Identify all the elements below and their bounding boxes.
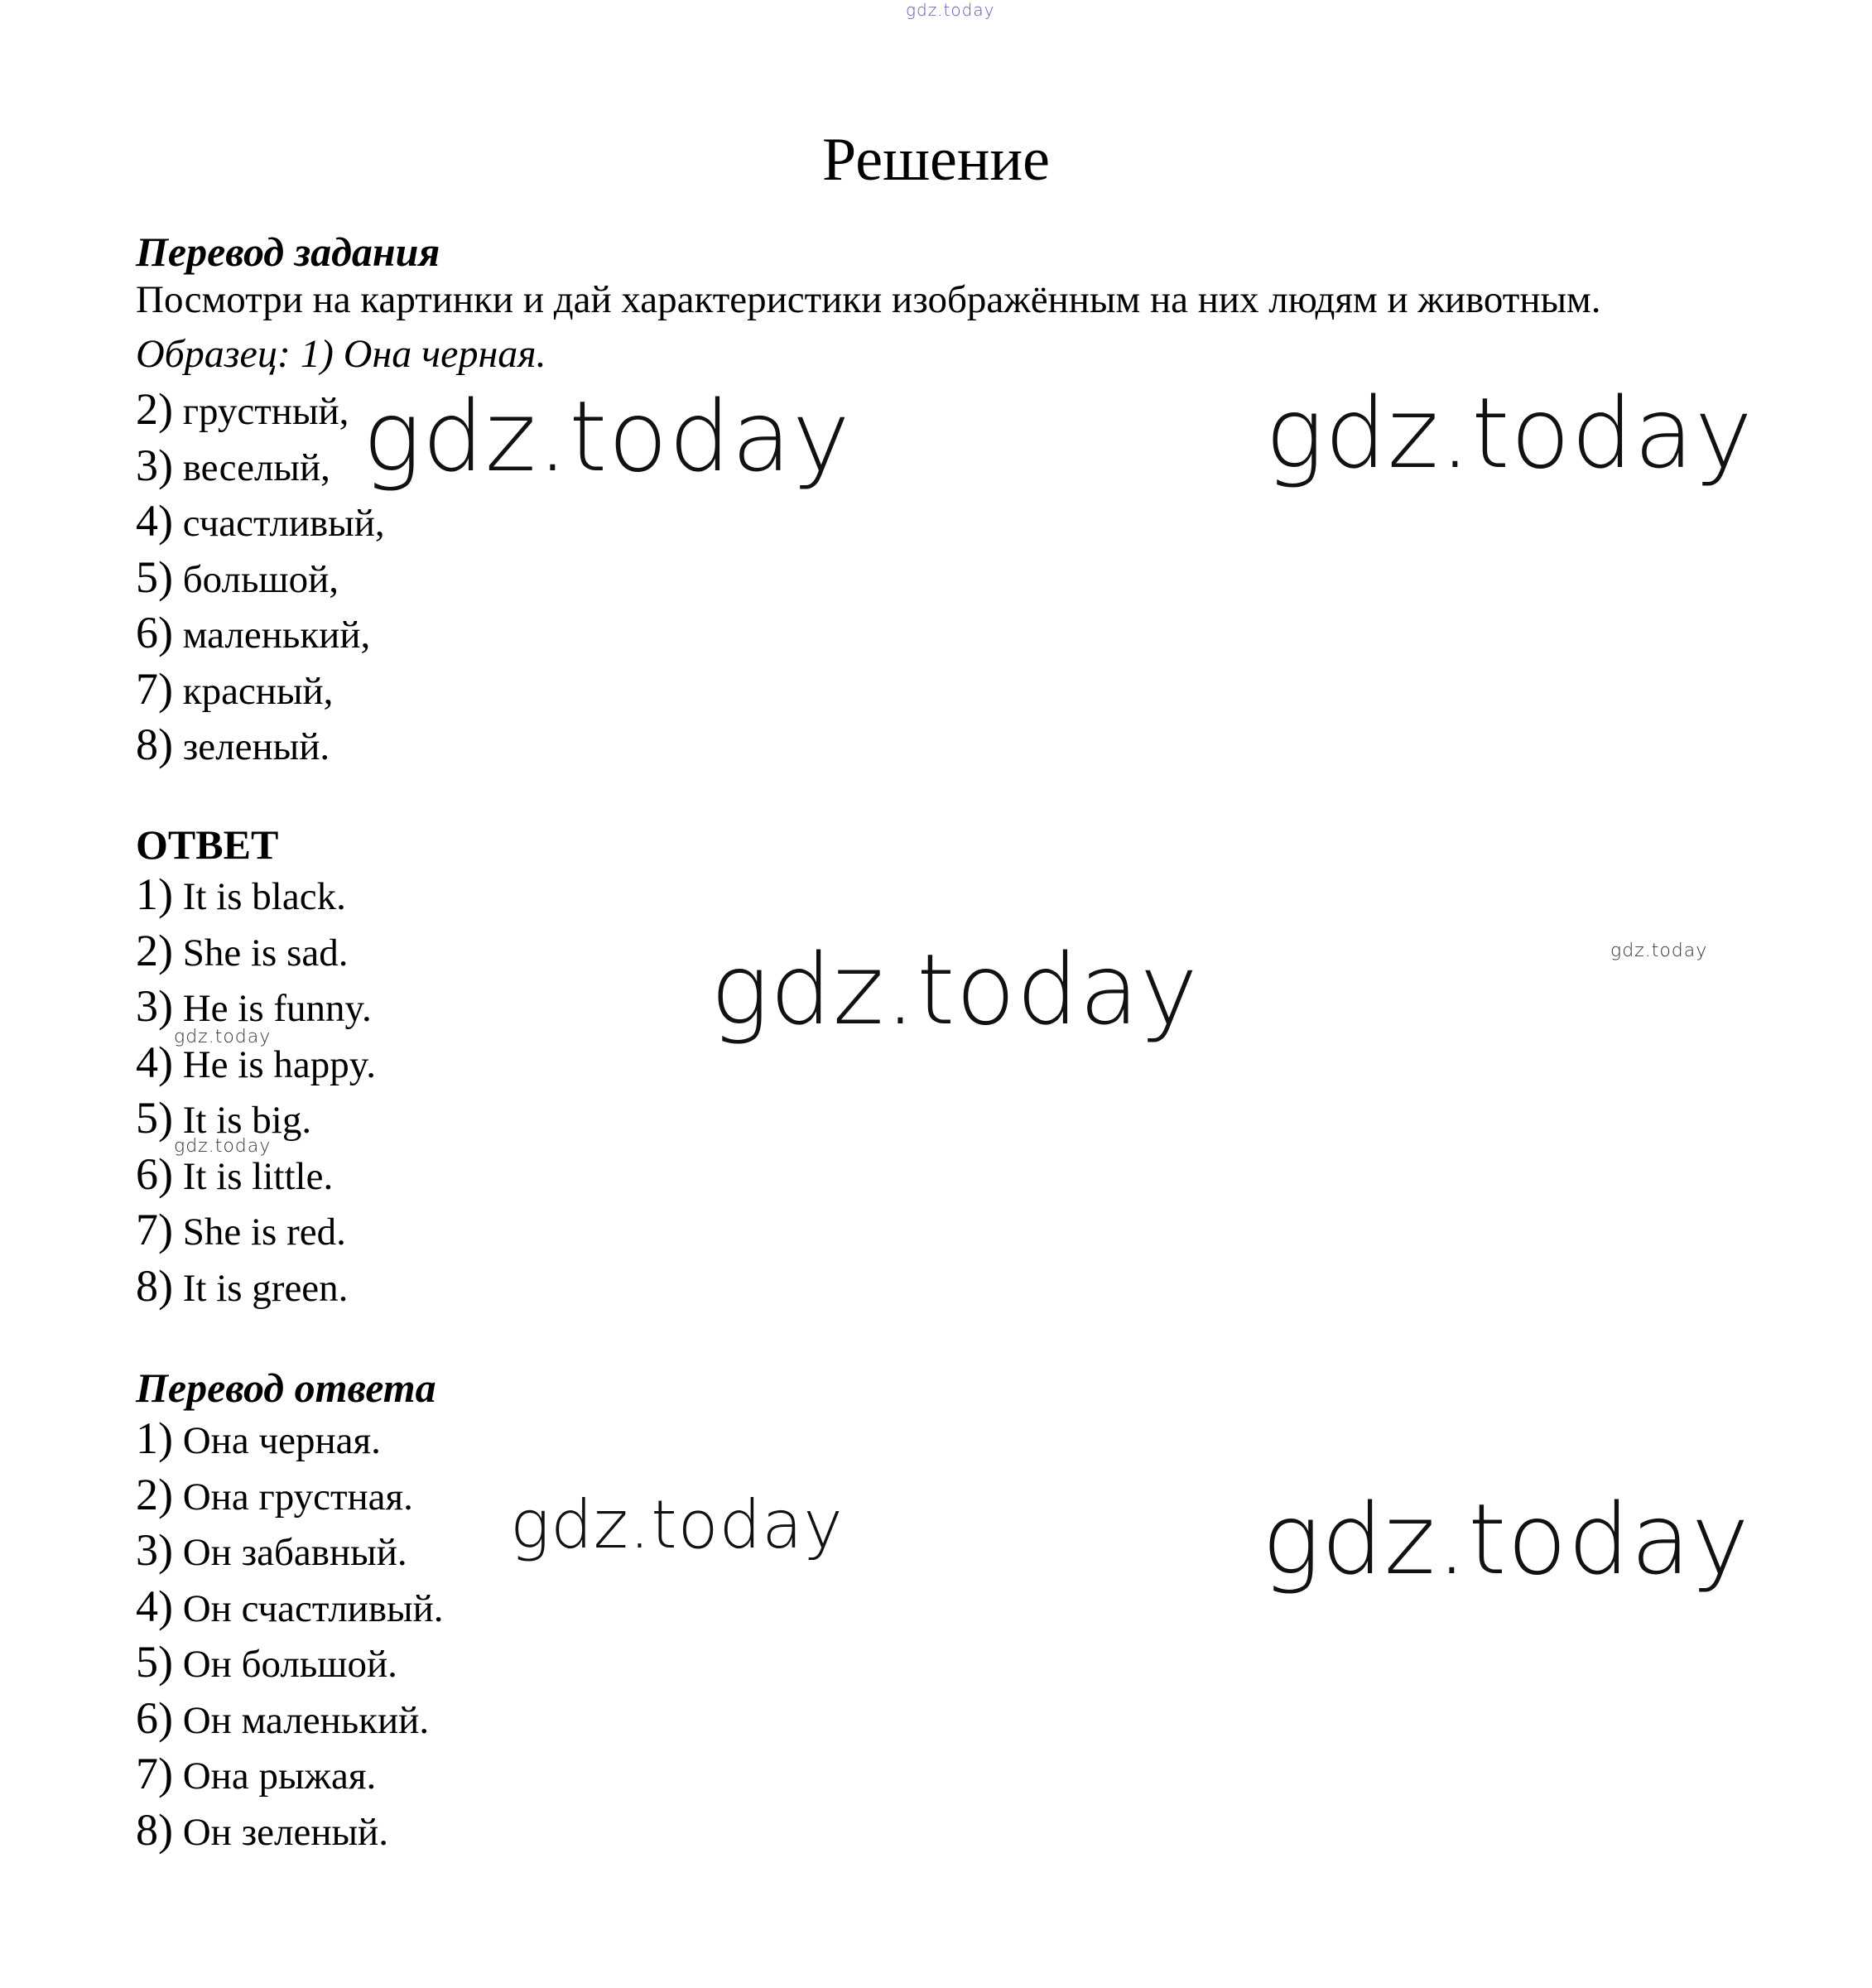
item-number: 6) xyxy=(136,608,173,657)
list-item xyxy=(136,608,385,664)
item-number: 4) xyxy=(136,1581,173,1631)
item-text: Она грустная. xyxy=(182,1475,413,1519)
item-number: 5) xyxy=(136,551,173,602)
task-text: Посмотри на картинки и дай характеристики изображённым на них людям и животным. xyxy=(136,278,1601,321)
item-text: красный, xyxy=(182,669,334,713)
item-number: 2) xyxy=(136,384,173,434)
item-number: 3) xyxy=(136,1525,173,1575)
list-item xyxy=(136,496,385,552)
item-number: 3) xyxy=(136,981,173,1031)
watermark: gdz.today xyxy=(174,1027,272,1047)
item-text: большой, xyxy=(182,557,339,601)
list-item xyxy=(136,1261,376,1317)
list-item xyxy=(136,1149,376,1206)
item-text: He is happy. xyxy=(182,1042,376,1086)
item-text: Она черная. xyxy=(182,1419,381,1462)
list-item xyxy=(136,1749,444,1805)
item-number: 7) xyxy=(136,1205,173,1254)
item-number: 5) xyxy=(136,1637,173,1687)
item-text: Он зеленый. xyxy=(182,1810,388,1854)
item-number: 5) xyxy=(136,1093,173,1143)
list-item xyxy=(136,1470,444,1526)
item-number: 4) xyxy=(136,1037,173,1087)
list-item xyxy=(136,720,385,776)
item-number: 8) xyxy=(136,1260,173,1311)
item-text: Он счастливый. xyxy=(182,1586,444,1630)
item-text: She is red. xyxy=(182,1211,346,1254)
item-number: 3) xyxy=(136,440,173,490)
item-number: 2) xyxy=(136,1469,173,1519)
item-text: Он маленький. xyxy=(182,1698,430,1742)
item-text: грустный, xyxy=(182,390,349,433)
list-item xyxy=(136,1205,376,1261)
watermark: gdz.today xyxy=(510,1486,844,1563)
list-item xyxy=(136,1581,444,1638)
item-text: зеленый. xyxy=(182,725,330,768)
watermark: gdz.today xyxy=(1610,941,1708,961)
watermark: gdz.today xyxy=(1265,376,1754,490)
answer-translation-list xyxy=(136,1413,444,1860)
list-item xyxy=(136,869,376,926)
watermark: gdz.today xyxy=(363,379,851,493)
item-text: It is big. xyxy=(182,1099,312,1142)
list-item xyxy=(136,1693,444,1750)
task-word-list xyxy=(136,384,385,776)
page-title: Решение xyxy=(822,126,1050,194)
list-item xyxy=(136,1413,444,1470)
item-text: It is little. xyxy=(182,1154,334,1198)
item-text: It is green. xyxy=(182,1266,349,1310)
watermark: gdz.today xyxy=(174,1136,272,1157)
task-translation-heading: Перевод задания xyxy=(136,229,440,275)
item-text: Он большой. xyxy=(182,1643,397,1686)
list-item xyxy=(136,552,385,609)
list-item xyxy=(136,1637,444,1693)
item-text: веселый, xyxy=(182,445,330,489)
item-number: 2) xyxy=(136,925,173,975)
list-item xyxy=(136,440,385,497)
item-number: 7) xyxy=(136,663,173,714)
item-text: Он забавный. xyxy=(182,1531,407,1574)
item-text: счастливый, xyxy=(182,502,385,545)
watermark: gdz.today xyxy=(1262,1482,1750,1596)
item-text: Она рыжая. xyxy=(182,1755,377,1798)
list-item xyxy=(136,664,385,720)
item-text: He is funny. xyxy=(182,987,372,1030)
list-item xyxy=(136,1805,444,1861)
item-text: маленький, xyxy=(182,614,371,657)
sample-text: Образец: 1) Она черная. xyxy=(136,332,546,376)
list-item xyxy=(136,926,376,982)
watermark: gdz.today xyxy=(710,932,1199,1047)
answer-translation-heading: Перевод ответа xyxy=(136,1365,436,1411)
item-number: 6) xyxy=(136,1148,173,1199)
item-number: 7) xyxy=(136,1749,173,1798)
item-number: 6) xyxy=(136,1692,173,1743)
item-number: 1) xyxy=(136,1413,173,1463)
item-number: 8) xyxy=(136,720,173,769)
list-item xyxy=(136,1525,444,1581)
watermark: gdz.today xyxy=(906,0,995,20)
answer-list xyxy=(136,869,376,1317)
item-number: 4) xyxy=(136,496,173,546)
item-text: She is sad. xyxy=(182,931,349,975)
item-number: 1) xyxy=(136,869,173,919)
item-text: It is black. xyxy=(182,875,346,918)
item-number: 8) xyxy=(136,1804,173,1855)
answer-heading: ОТВЕТ xyxy=(136,821,279,868)
list-item xyxy=(136,384,385,440)
